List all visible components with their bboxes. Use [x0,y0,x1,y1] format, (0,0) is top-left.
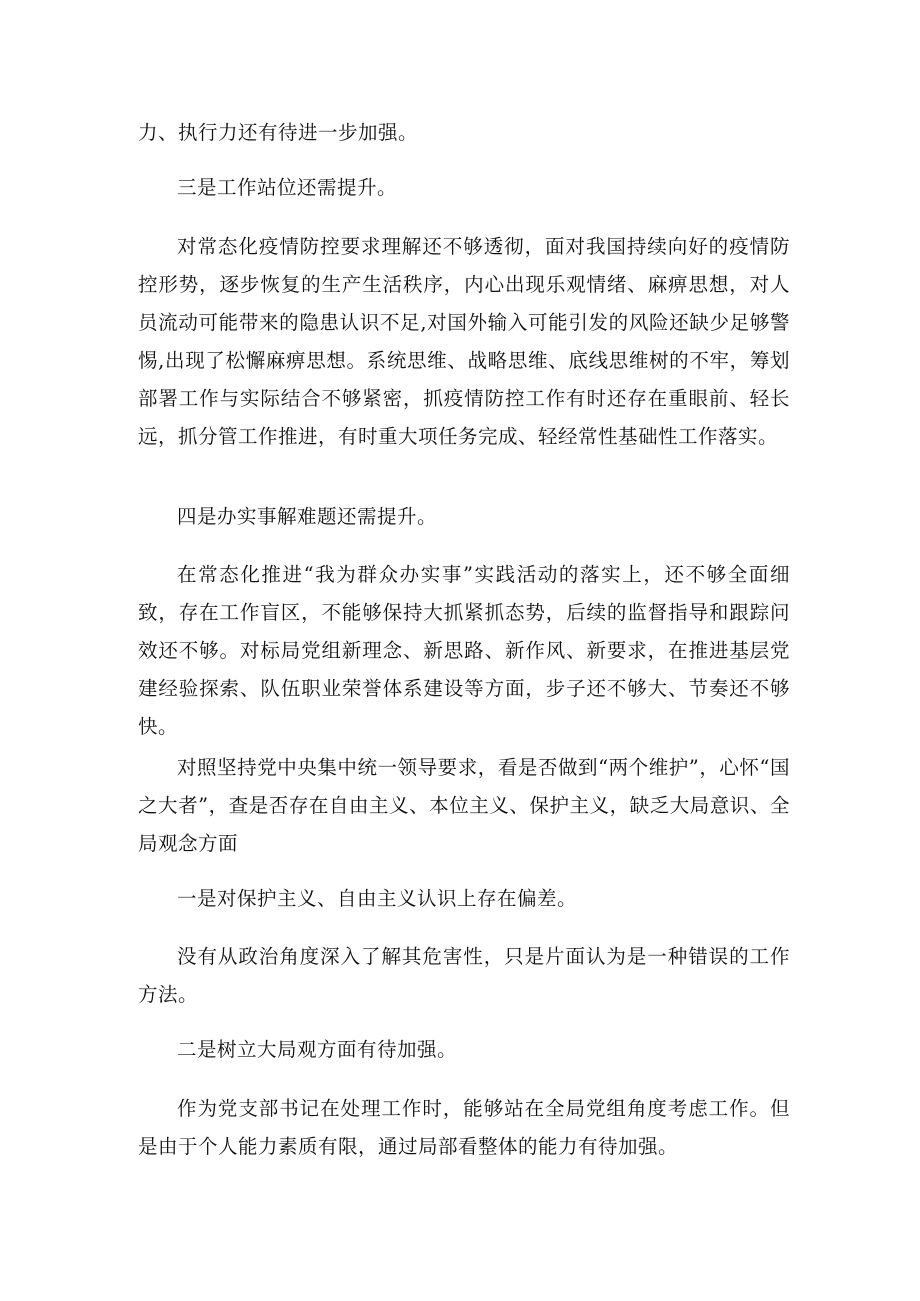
paragraph-political-perspective: 没有从政治角度深入了解其危害性，只是片面认为是一种错误的工作方法。 [138,945,790,1006]
paragraph-practical-matters: 在常态化推进“我为群众办实事”实践活动的落实上，还不够全面细致，存在工作盲区，不能够保持大抓紧抓态势，后续的监督指导和跟踪问效还不够。对标局党组新理念、新思路、新作风、新要求，在推进基层党建经验探索、队伍职业荣誉体系建设等方面，步子还不够大、节奏还不够快。 [138,563,790,738]
paragraph-epidemic-control: 对常态化疫情防控要求理解还不够透彻，面对我国持续向好的疫情防控形势，逐步恢复的生产生活秩序，内心出现乐观情绪、麻痹思想，对人员流动可能带来的隐患认识不足,对国外输入可能引发的风险还缺少足够警惕,出现了松懈麻痹思想。系统思维、战略思维、底线思维树的不牢，筹划部署工作与实际结合不够紧密，抓疫情防控工作有时还存在重眼前、轻长远，抓分管工作推进，有时重大项任务完成、轻经常性基础性工作落实。 [138,235,790,448]
paragraph-overall-view: 作为党支部书记在处理工作时，能够站在全局党组角度考虑工作。但是由于个人能力素质有限，通过局部看整体的能力有待加强。 [138,1097,790,1158]
heading-point-four: 四是办实事解难题还需提升。 [177,505,438,528]
paragraph-central-leadership: 对照坚持党中央集中统一领导要求，看是否做到“两个维护”，心怀“国之大者”，查是否存在自由主义、本位主义、保护主义，缺乏大局意识、全局观念方面 [138,756,790,855]
paragraph-continuation: 力、执行力还有待进一步加强。 [138,121,419,144]
heading-point-one: 一是对保护主义、自由主义认识上存在偏差。 [177,887,578,910]
heading-point-three: 三是工作站位还需提升。 [177,176,398,199]
heading-point-two: 二是树立大局观方面有待加强。 [177,1038,458,1061]
